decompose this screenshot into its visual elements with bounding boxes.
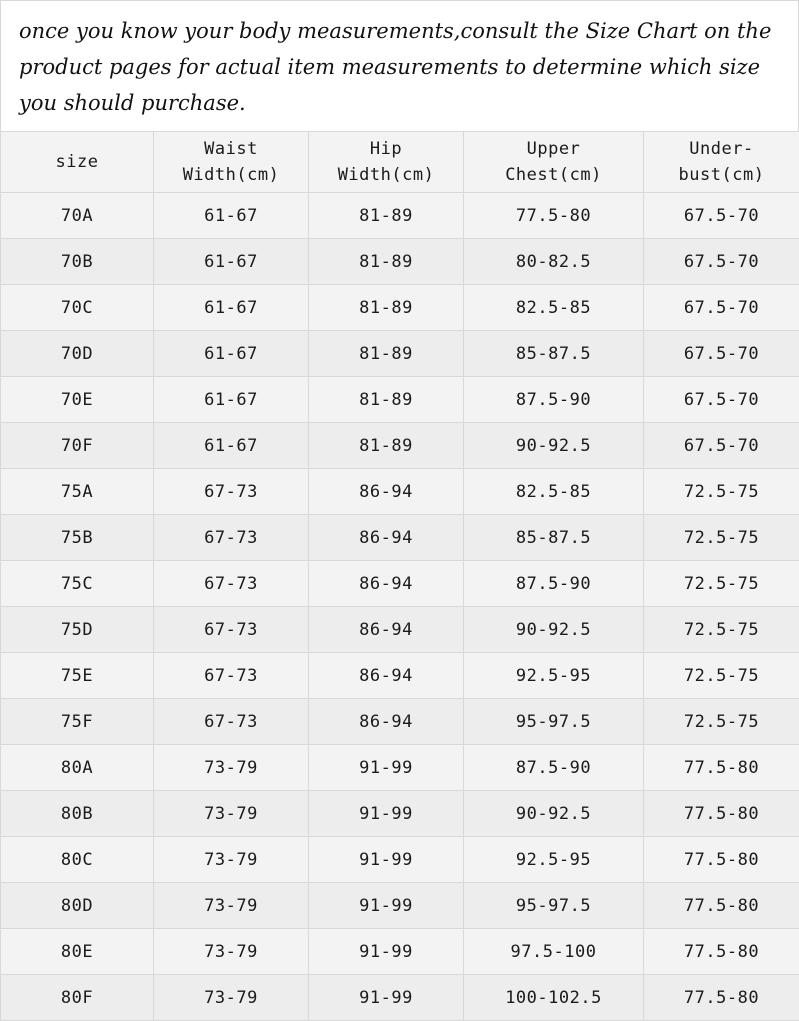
cell-upper-chest: 90-92.5 <box>464 791 644 837</box>
table-row <box>1 377 799 423</box>
cell-size: 70A <box>1 193 154 239</box>
cell-hip: 86-94 <box>309 699 464 745</box>
table-row <box>1 423 799 469</box>
table-row <box>1 929 799 975</box>
header-line-2: Width(cm) <box>309 162 463 188</box>
cell-size: 70F <box>1 423 154 469</box>
cell-underbust: 72.5-75 <box>644 561 799 607</box>
table-row <box>1 745 799 791</box>
column-header-hip-width <box>309 132 464 193</box>
table-row <box>1 515 799 561</box>
cell-underbust: 77.5-80 <box>644 883 799 929</box>
cell-size: 75A <box>1 469 154 515</box>
header-line-2: Chest(cm) <box>464 162 643 188</box>
column-header-waist-width <box>154 132 309 193</box>
cell-waist: 67-73 <box>154 699 309 745</box>
cell-underbust: 67.5-70 <box>644 193 799 239</box>
cell-hip: 91-99 <box>309 837 464 883</box>
cell-hip: 81-89 <box>309 331 464 377</box>
cell-size: 70B <box>1 239 154 285</box>
table-row <box>1 285 799 331</box>
header-line-2: bust(cm) <box>644 162 799 188</box>
cell-underbust: 72.5-75 <box>644 515 799 561</box>
cell-upper-chest: 95-97.5 <box>464 883 644 929</box>
cell-waist: 61-67 <box>154 331 309 377</box>
cell-waist: 67-73 <box>154 561 309 607</box>
table-row <box>1 607 799 653</box>
cell-upper-chest: 90-92.5 <box>464 607 644 653</box>
cell-upper-chest: 92.5-95 <box>464 653 644 699</box>
cell-underbust: 72.5-75 <box>644 469 799 515</box>
cell-underbust: 77.5-80 <box>644 791 799 837</box>
cell-underbust: 77.5-80 <box>644 745 799 791</box>
cell-waist: 73-79 <box>154 975 309 1021</box>
cell-hip: 91-99 <box>309 975 464 1021</box>
cell-upper-chest: 87.5-90 <box>464 377 644 423</box>
cell-hip: 91-99 <box>309 745 464 791</box>
column-header-underbust <box>644 132 799 193</box>
cell-underbust: 72.5-75 <box>644 607 799 653</box>
cell-size: 70D <box>1 331 154 377</box>
cell-underbust: 67.5-70 <box>644 331 799 377</box>
header-line-1: size <box>1 149 153 175</box>
cell-upper-chest: 82.5-85 <box>464 469 644 515</box>
cell-underbust: 77.5-80 <box>644 975 799 1021</box>
cell-upper-chest: 92.5-95 <box>464 837 644 883</box>
table-row <box>1 239 799 285</box>
cell-hip: 86-94 <box>309 515 464 561</box>
table-row <box>1 791 799 837</box>
cell-waist: 61-67 <box>154 423 309 469</box>
cell-upper-chest: 80-82.5 <box>464 239 644 285</box>
cell-upper-chest: 87.5-90 <box>464 561 644 607</box>
cell-hip: 81-89 <box>309 193 464 239</box>
table-row <box>1 331 799 377</box>
cell-size: 80F <box>1 975 154 1021</box>
table-row <box>1 699 799 745</box>
table-row <box>1 193 799 239</box>
cell-hip: 91-99 <box>309 883 464 929</box>
cell-upper-chest: 100-102.5 <box>464 975 644 1021</box>
cell-size: 75E <box>1 653 154 699</box>
cell-upper-chest: 85-87.5 <box>464 515 644 561</box>
size-chart-table <box>0 131 799 1021</box>
cell-upper-chest: 95-97.5 <box>464 699 644 745</box>
cell-waist: 61-67 <box>154 239 309 285</box>
header-line-1: Waist <box>154 136 308 162</box>
cell-hip: 81-89 <box>309 239 464 285</box>
cell-waist: 73-79 <box>154 929 309 975</box>
header-line-1: Upper <box>464 136 643 162</box>
cell-upper-chest: 90-92.5 <box>464 423 644 469</box>
cell-underbust: 72.5-75 <box>644 699 799 745</box>
cell-waist: 67-73 <box>154 607 309 653</box>
cell-underbust: 67.5-70 <box>644 285 799 331</box>
cell-underbust: 67.5-70 <box>644 423 799 469</box>
cell-size: 70E <box>1 377 154 423</box>
table-row <box>1 975 799 1021</box>
cell-size: 75F <box>1 699 154 745</box>
cell-waist: 61-67 <box>154 377 309 423</box>
cell-size: 75B <box>1 515 154 561</box>
cell-hip: 86-94 <box>309 561 464 607</box>
cell-hip: 91-99 <box>309 791 464 837</box>
table-body <box>1 193 799 1021</box>
cell-size: 80C <box>1 837 154 883</box>
cell-waist: 67-73 <box>154 469 309 515</box>
cell-hip: 81-89 <box>309 285 464 331</box>
cell-underbust: 72.5-75 <box>644 653 799 699</box>
cell-hip: 81-89 <box>309 423 464 469</box>
cell-underbust: 67.5-70 <box>644 377 799 423</box>
cell-waist: 61-67 <box>154 193 309 239</box>
cell-waist: 73-79 <box>154 791 309 837</box>
header-line-1: Under- <box>644 136 799 162</box>
cell-upper-chest: 97.5-100 <box>464 929 644 975</box>
cell-upper-chest: 85-87.5 <box>464 331 644 377</box>
cell-hip: 86-94 <box>309 653 464 699</box>
column-header-upper-chest <box>464 132 644 193</box>
cell-hip: 86-94 <box>309 607 464 653</box>
cell-waist: 67-73 <box>154 515 309 561</box>
cell-waist: 73-79 <box>154 837 309 883</box>
cell-upper-chest: 82.5-85 <box>464 285 644 331</box>
cell-underbust: 67.5-70 <box>644 239 799 285</box>
cell-size: 75C <box>1 561 154 607</box>
cell-upper-chest: 87.5-90 <box>464 745 644 791</box>
cell-underbust: 77.5-80 <box>644 837 799 883</box>
header-line-2: Width(cm) <box>154 162 308 188</box>
table-row <box>1 653 799 699</box>
cell-hip: 91-99 <box>309 929 464 975</box>
cell-waist: 61-67 <box>154 285 309 331</box>
cell-size: 75D <box>1 607 154 653</box>
cell-waist: 73-79 <box>154 883 309 929</box>
table-header-row <box>1 132 799 193</box>
table-row <box>1 837 799 883</box>
cell-upper-chest: 77.5-80 <box>464 193 644 239</box>
cell-size: 80A <box>1 745 154 791</box>
cell-size: 70C <box>1 285 154 331</box>
column-header-size <box>1 132 154 193</box>
table-row <box>1 469 799 515</box>
cell-waist: 67-73 <box>154 653 309 699</box>
cell-hip: 81-89 <box>309 377 464 423</box>
cell-size: 80B <box>1 791 154 837</box>
table-row <box>1 883 799 929</box>
cell-hip: 86-94 <box>309 469 464 515</box>
cell-size: 80D <box>1 883 154 929</box>
table-row <box>1 561 799 607</box>
cell-underbust: 77.5-80 <box>644 929 799 975</box>
cell-waist: 73-79 <box>154 745 309 791</box>
cell-size: 80E <box>1 929 154 975</box>
intro-paragraph: once you know your body measurements,consult the Size Chart on the product pages for actual item measurements to determine which size you should purchase. <box>0 0 799 131</box>
header-line-1: Hip <box>309 136 463 162</box>
